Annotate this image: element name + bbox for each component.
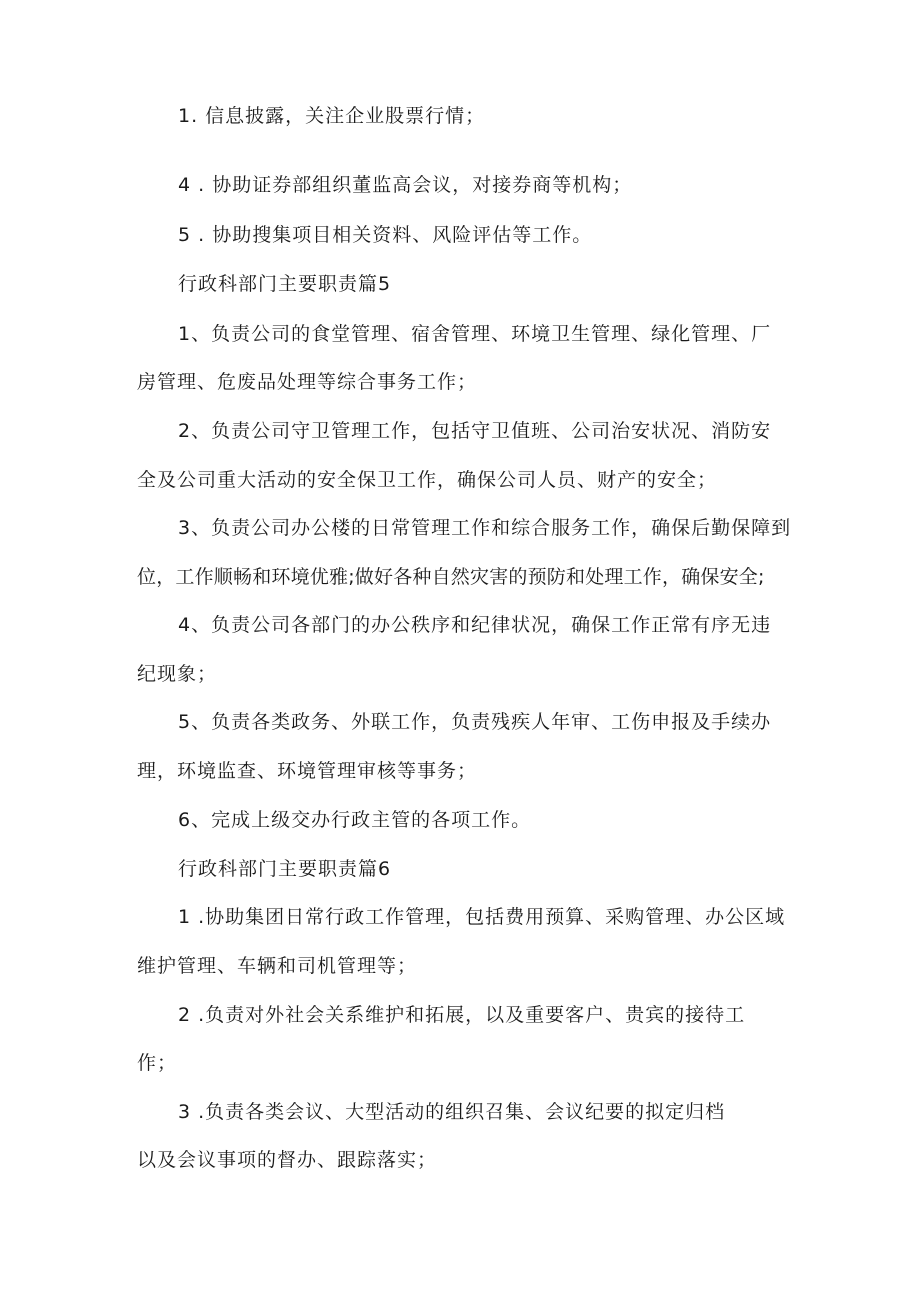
text-line: 1. 信息披露，关注企业股票行情； (178, 105, 486, 127)
text-line: 理，环境监查、环境管理审核等事务； (137, 760, 478, 782)
text-line: 位，工作顺畅和环境优雅;做好各种自然灾害的预防和处理工作，确保安全; (137, 566, 765, 588)
text-line: 5 . 协助搜集项目相关资料、风险评估等工作。 (178, 224, 593, 246)
section-heading: 行政科部门主要职责篇6 (178, 858, 392, 880)
text-line: 全及公司重大活动的安全保卫工作，确保公司人员、财产的安全； (137, 469, 718, 491)
text-line: 以及会议事项的督办、跟踪落实； (137, 1149, 438, 1171)
section-heading: 行政科部门主要职责篇5 (178, 273, 392, 295)
text-line: 6、完成上级交办行政主管的各项工作。 (178, 809, 532, 831)
text-line: 1 .协助集团日常行政工作管理，包括费用预算、采购管理、办公区域 (178, 906, 786, 928)
text-line: 2 .负责对外社会关系维护和拓展，以及重要客户、贵宾的接待工 (178, 1004, 746, 1026)
text-line: 3、负责公司办公楼的日常管理工作和综合服务工作，确保后勤保障到 (178, 517, 792, 539)
text-line: 4、负责公司各部门的办公秩序和纪律状况，确保工作正常有序无违 (178, 614, 772, 636)
text-line: 作； (137, 1052, 178, 1074)
text-line: 房管理、危废品处理等综合事务工作； (137, 371, 478, 393)
text-line: 维护管理、车辆和司机管理等； (137, 955, 418, 977)
text-line: 5、负责各类政务、外联工作，负责残疾人年审、工伤申报及手续办 (178, 711, 772, 733)
text-line: 4 . 协助证券部组织董监高会议，对接券商等机构； (178, 174, 633, 196)
text-line: 2、负责公司守卫管理工作，包括守卫值班、公司治安状况、消防安 (178, 420, 772, 442)
text-line: 纪现象； (137, 663, 218, 685)
text-line: 1、负责公司的食堂管理、宿舍管理、环境卫生管理、绿化管理、厂 (178, 323, 772, 345)
text-line: 3 .负责各类会议、大型活动的组织召集、会议纪要的拟定归档 (178, 1101, 726, 1123)
